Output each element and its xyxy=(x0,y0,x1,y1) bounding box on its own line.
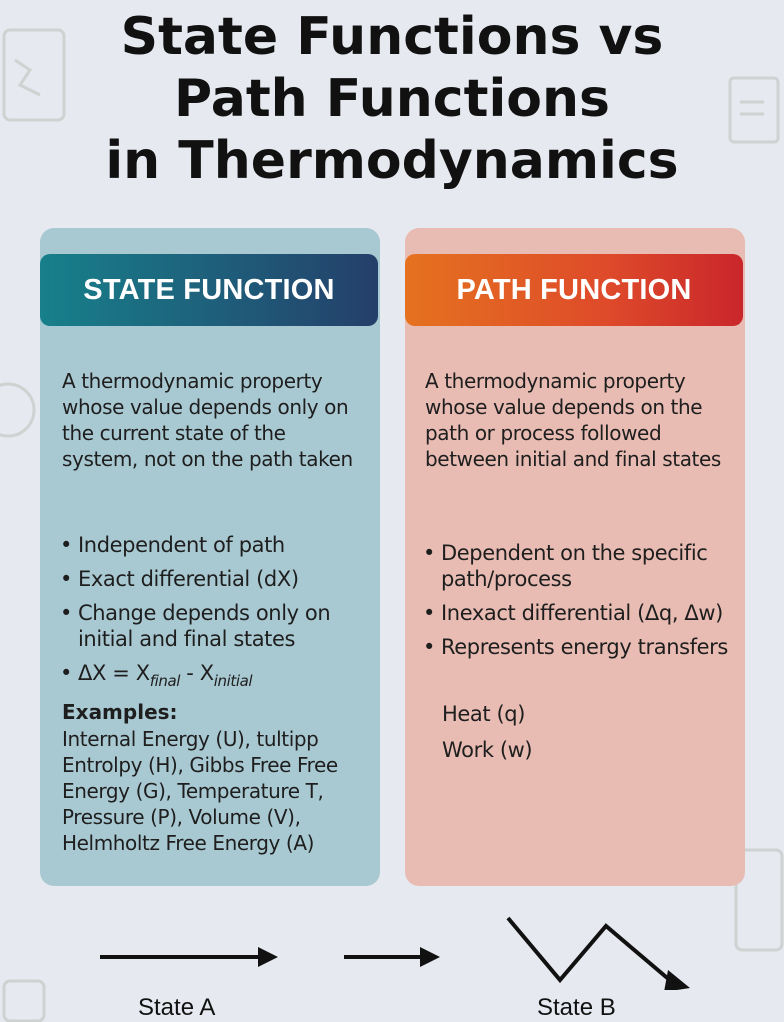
path-function-panel xyxy=(405,228,745,886)
zigzag-path-arrow-icon xyxy=(508,918,690,990)
state-function-examples: Internal Energy (U), tultipp Entrolpy (H), Gibbs Free Free Energy (G), Temperature T, Pressure (P), Volume (V), Helmholtz Free Energy (A) xyxy=(62,727,338,855)
examples-heading: Examples: xyxy=(62,700,178,724)
state-change-formula xyxy=(58,660,378,694)
straight-arrow-icon xyxy=(100,947,278,967)
path-function-header: PATH FUNCTION xyxy=(405,254,743,326)
bullet-item: • Change depends only on initial and final states xyxy=(58,600,378,652)
state-function-panel xyxy=(40,228,380,886)
formula-sub-initial: initial xyxy=(213,672,253,690)
path-function-description: A thermodynamic property whose value depends on the path or process followed between initial and final states xyxy=(425,369,721,471)
bullet-item: • Represents energy transfers xyxy=(421,634,741,660)
path-example-item: Heat (q) xyxy=(442,702,526,726)
bullet-item: • Independent of path xyxy=(58,532,378,558)
title-line: in Thermodynamics xyxy=(105,131,679,191)
state-function-description: A thermodynamic property whose value depends only on the current state of the system, not on the path taken xyxy=(62,369,353,471)
state-function-bullets xyxy=(58,532,378,702)
bullet-item: • Exact differential (dX) xyxy=(58,566,378,592)
bullet-item: • Inexact differential (Δq, Δw) xyxy=(421,600,741,626)
path-example-item: Work (w) xyxy=(442,738,533,762)
path-function-bullets xyxy=(421,540,741,668)
page-title xyxy=(0,0,784,192)
state-b-label: State B xyxy=(537,994,616,1021)
state-path-arrow-diagram xyxy=(0,900,784,990)
decorative-doodle-icon xyxy=(0,370,40,450)
formula-sub-final: final xyxy=(149,672,181,690)
state-function-header: STATE FUNCTION xyxy=(40,254,378,326)
straight-arrow-icon xyxy=(344,947,440,967)
formula-mid: - X xyxy=(180,661,214,685)
state-a-label: State A xyxy=(138,994,216,1021)
title-line: Path Functions xyxy=(174,69,610,129)
title-line: State Functions vs xyxy=(120,7,664,67)
formula-lhs: ΔX = X xyxy=(78,661,150,685)
bullet-item: • Dependent on the specific path/process xyxy=(421,540,741,592)
